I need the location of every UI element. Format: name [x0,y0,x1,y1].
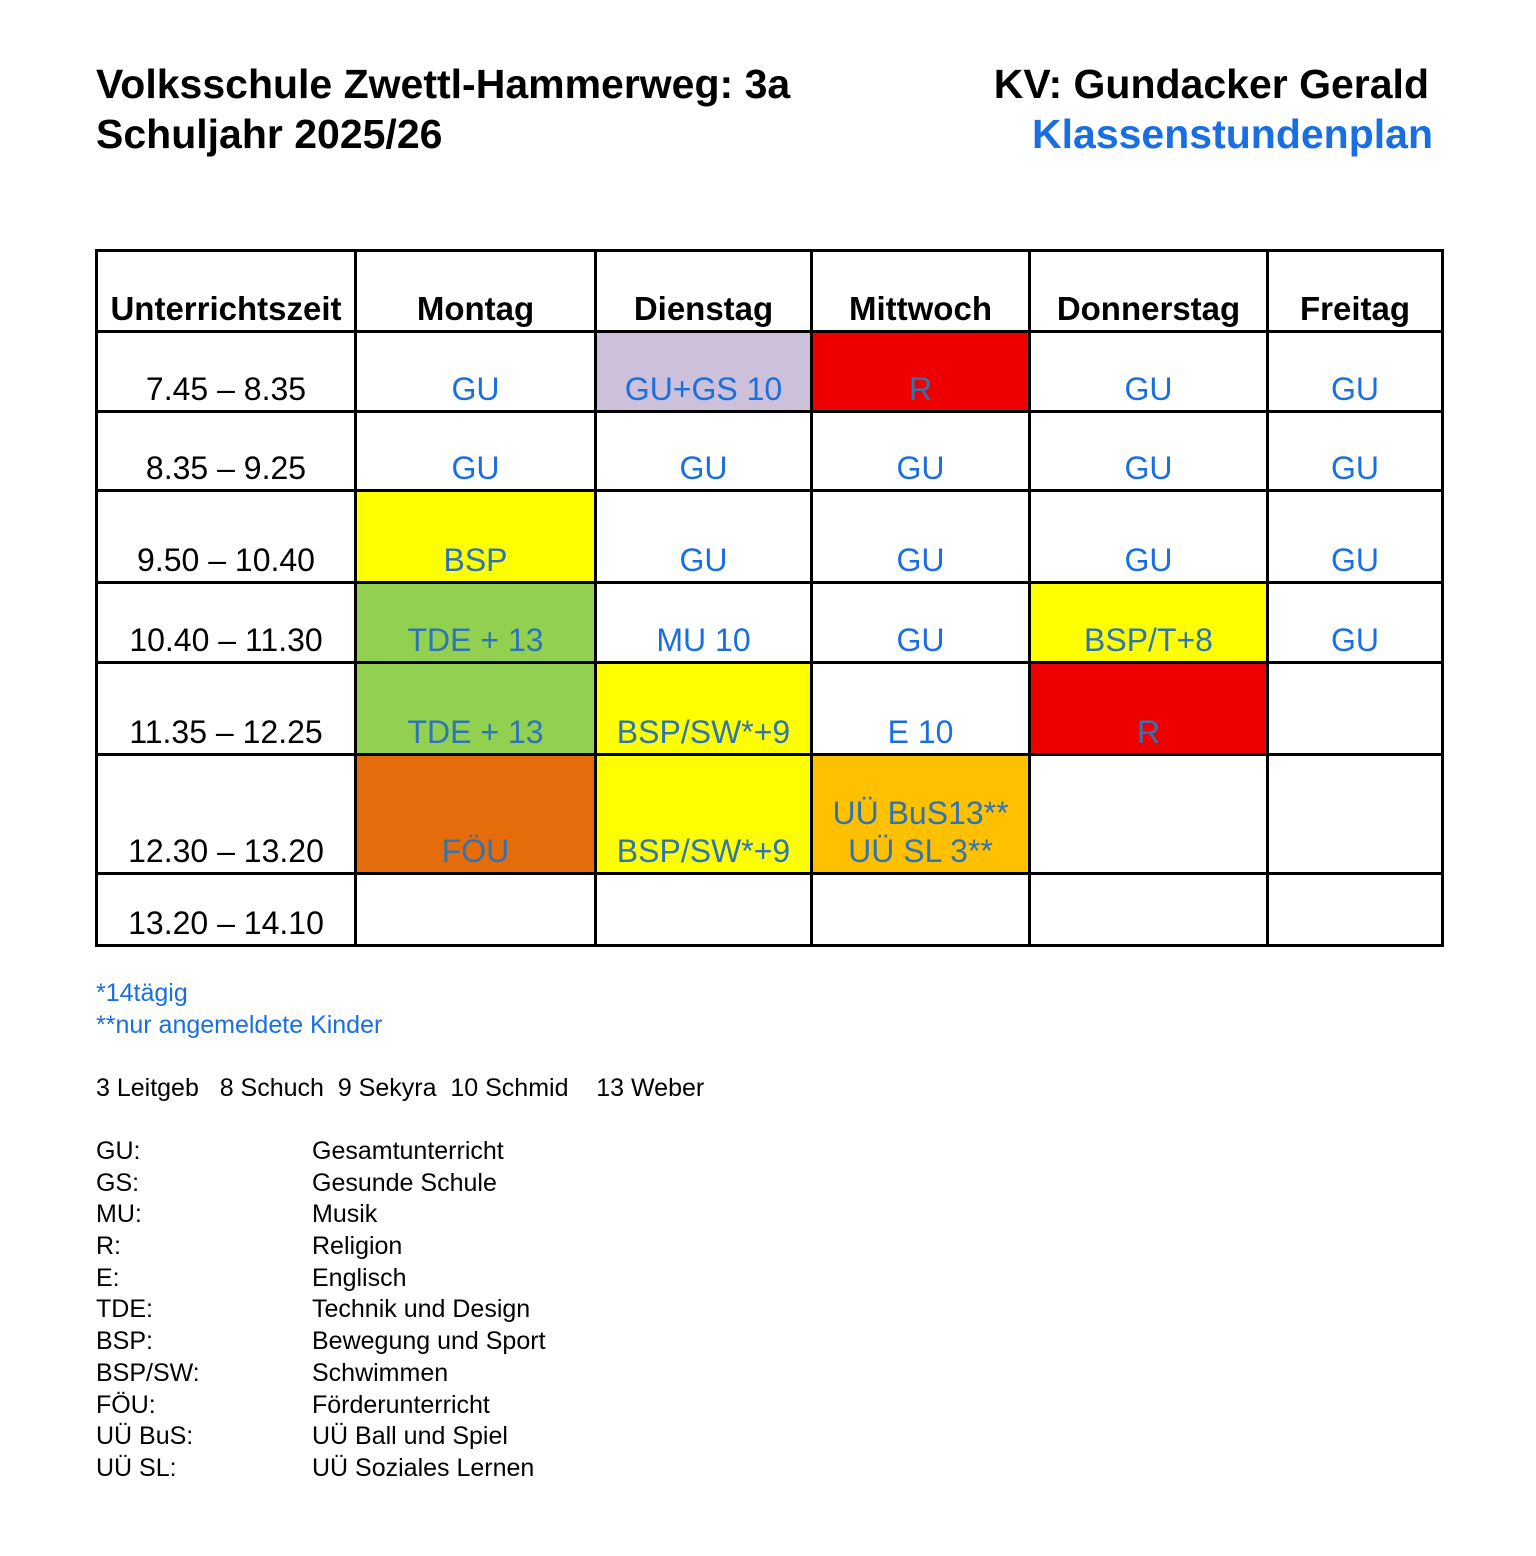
lesson-cell: GU [1030,332,1268,412]
header-tuesday: Dienstag [596,251,812,332]
time-slot: 13.20 – 14.10 [97,874,356,946]
lesson-cell: GU [1268,491,1443,583]
lesson-cell: FÖU [356,755,596,874]
legend-desc: Englisch [312,1263,407,1292]
plan-title: Klassenstundenplan [1032,111,1433,157]
lesson-cell: GU [596,412,812,491]
lesson-cell: MU 10 [596,583,812,663]
time-slot: 8.35 – 9.25 [97,412,356,491]
note-biweekly: *14tägig [96,979,188,1007]
lesson-cell: BSP/SW*+9 [596,755,812,874]
legend-desc: Förderunterricht [312,1390,490,1419]
lesson-line-2: UÜ SL 3** [848,833,993,869]
time-slot: 11.35 – 12.25 [97,663,356,755]
legend-desc: UÜ Soziales Lernen [312,1453,535,1482]
header-thursday: Donnerstag [1030,251,1268,332]
lesson-cell [812,874,1030,946]
lesson-cell [596,874,812,946]
legend-desc: Bewegung und Sport [312,1327,546,1356]
lesson-cell [1268,663,1443,755]
legend-abbr: R: [96,1232,121,1261]
table-row [97,755,1443,874]
legend-desc: Gesunde Schule [312,1168,497,1197]
teacher-list: 3 Leitgeb 8 Schuch 9 Sekyra 10 Schmid 13 Weber [96,1074,705,1102]
lesson-cell: GU [812,583,1030,663]
lesson-cell [356,874,596,946]
school-title: Volksschule Zwettl-Hammerweg: 3a [96,61,791,107]
lesson-cell: TDE + 13 [356,583,596,663]
time-slot: 9.50 – 10.40 [97,491,356,583]
legend-desc: Schwimmen [312,1358,449,1387]
legend-abbr: E: [96,1263,120,1292]
lesson-cell [1030,755,1268,874]
lesson-cell: GU+GS 10 [596,332,812,412]
lesson-cell: GU [812,491,1030,583]
lesson-cell: GU [1268,332,1443,412]
legend-abbr: TDE: [96,1295,153,1324]
table-row [97,583,1443,663]
table-row [97,491,1443,583]
legend-abbr: UÜ SL: [96,1453,177,1482]
lesson-cell: GU [812,412,1030,491]
table-row [97,663,1443,755]
header-wednesday: Mittwoch [812,251,1030,332]
legend-abbr: FÖU: [96,1390,156,1419]
legend-abbr: UÜ BuS: [96,1422,194,1451]
lesson-cell: R [812,332,1030,412]
lesson-cell: BSP/SW*+9 [596,663,812,755]
time-slot: 7.45 – 8.35 [97,332,356,412]
header-time: Unterrichtszeit [97,251,356,332]
school-year: Schuljahr 2025/26 [96,111,443,157]
legend-abbr: MU: [96,1200,142,1229]
legend-desc: Religion [312,1232,403,1261]
header-row [97,251,1443,332]
header-monday: Montag [356,251,596,332]
legend-desc: Gesamtunterricht [312,1137,504,1165]
lesson-cell: E 10 [812,663,1030,755]
note-registered: **nur angemeldete Kinder [96,1011,383,1039]
lesson-cell: GU [356,332,596,412]
timetable [95,249,1444,947]
legend-abbr: GU: [96,1137,141,1165]
lesson-cell: GU [356,412,596,491]
table-row [97,332,1443,412]
lesson-cell: BSP [356,491,596,583]
time-slot: 12.30 – 13.20 [97,755,356,874]
lesson-cell: TDE + 13 [356,663,596,755]
header-friday: Freitag [1268,251,1443,332]
lesson-cell: GU [596,491,812,583]
lesson-cell: GU [1268,412,1443,491]
lesson-cell [1030,874,1268,946]
lesson-cell [1268,874,1443,946]
time-slot: 10.40 – 11.30 [97,583,356,663]
lesson-cell: GU [1268,583,1443,663]
legend-desc: Musik [312,1200,378,1229]
legend-abbr: GS: [96,1168,140,1197]
lesson-cell: GU [1030,412,1268,491]
lesson-cell [812,755,1030,874]
lesson-cell [1268,755,1443,874]
legend-abbr: BSP/SW: [96,1358,200,1387]
legend-desc: Technik und Design [312,1295,531,1324]
lesson-cell: R [1030,663,1268,755]
lesson-cell: GU [1030,491,1268,583]
legend-abbr: BSP: [96,1327,153,1356]
legend-desc: UÜ Ball und Spiel [312,1422,508,1451]
table-row [97,412,1443,491]
lesson-cell: BSP/T+8 [1030,583,1268,663]
lesson-line-1: UÜ BuS13** [832,795,1009,831]
class-teacher: KV: Gundacker Gerald [993,61,1429,107]
table-row [97,874,1443,946]
